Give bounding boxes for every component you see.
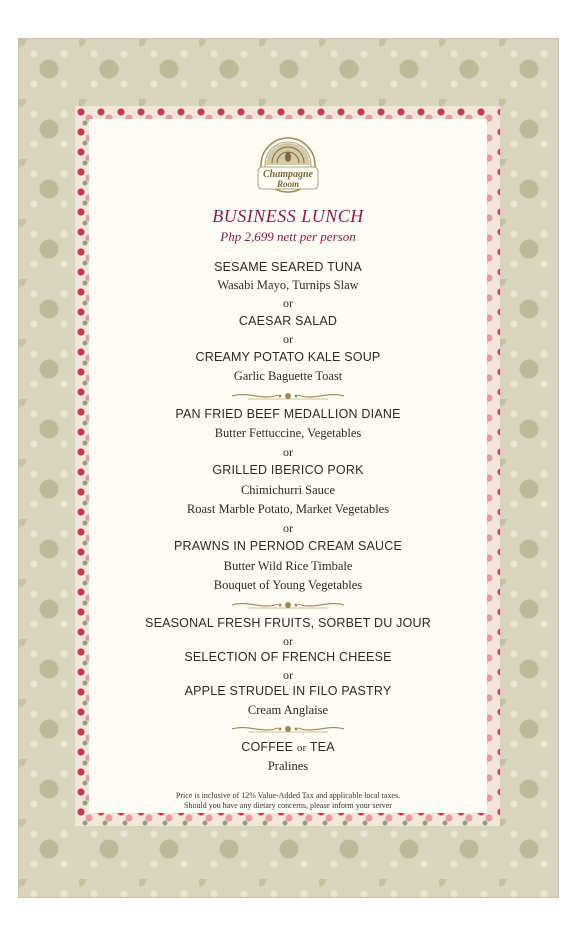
course-coffee-tea (89, 740, 487, 754)
course-caesar-salad: CAESAR SALAD (238, 314, 338, 328)
champagne-room-logo (252, 135, 324, 203)
menu-title: BUSINESS LUNCH (212, 206, 364, 226)
course-iberico-pork: GRILLED IBERICO PORK (212, 463, 364, 477)
or-separator: or (283, 332, 293, 346)
course-potato-kale-soup: CREAMY POTATO KALE SOUP (195, 350, 381, 364)
course-desc: Cream Anglaise (247, 703, 329, 717)
course-desc: Garlic Baguette Toast (233, 369, 343, 383)
course-desc: Butter Fettuccine, Vegetables (214, 426, 362, 440)
or-separator: or (283, 634, 293, 648)
svg-text:Room: Room (276, 179, 300, 189)
or-separator: or (283, 296, 293, 310)
or-separator: or (283, 521, 293, 535)
tax-note: Price is inclusive of 12% Value-Added Tax and applicable local taxes. (175, 791, 401, 800)
coffee-label: COFFEE (241, 740, 294, 754)
svg-text:Champagne: Champagne (262, 169, 314, 180)
ornament-divider-icon (228, 598, 348, 612)
dietary-note: Should you have any dietary concerns, please inform your server (184, 801, 392, 810)
tea-label: TEA (309, 740, 335, 754)
course-apple-strudel: APPLE STRUDEL IN FILO PASTRY (184, 684, 392, 698)
course-prawns-pernod: PRAWNS IN PERNOD CREAM SAUCE (173, 539, 403, 553)
or-separator: or (283, 668, 293, 682)
ornament-divider-icon (228, 722, 348, 736)
course-desc: Bouquet of Young Vegetables (213, 578, 363, 592)
course-sesame-tuna: SESAME SEARED TUNA (214, 260, 362, 274)
menu-content-panel (89, 119, 487, 813)
course-desc: Pralines (267, 759, 309, 773)
menu-price: Php 2,699 nett per person (220, 229, 356, 244)
course-desc: Chimichurri Sauce (240, 483, 336, 497)
or-separator: or (283, 445, 293, 459)
or-separator: or (296, 742, 307, 754)
course-desc: Roast Marble Potato, Market Vegetables (186, 502, 390, 516)
course-beef-medallion: PAN FRIED BEEF MEDALLION DIANE (175, 407, 401, 421)
course-french-cheese: SELECTION OF FRENCH CHEESE (184, 650, 392, 664)
course-desc: Butter Wild Rice Timbale (223, 559, 353, 573)
ornament-divider-icon (228, 389, 348, 403)
course-fresh-fruits: SEASONAL FRESH FRUITS, SORBET DU JOUR (145, 616, 431, 630)
course-desc: Wasabi Mayo, Turnips Slaw (217, 278, 359, 292)
